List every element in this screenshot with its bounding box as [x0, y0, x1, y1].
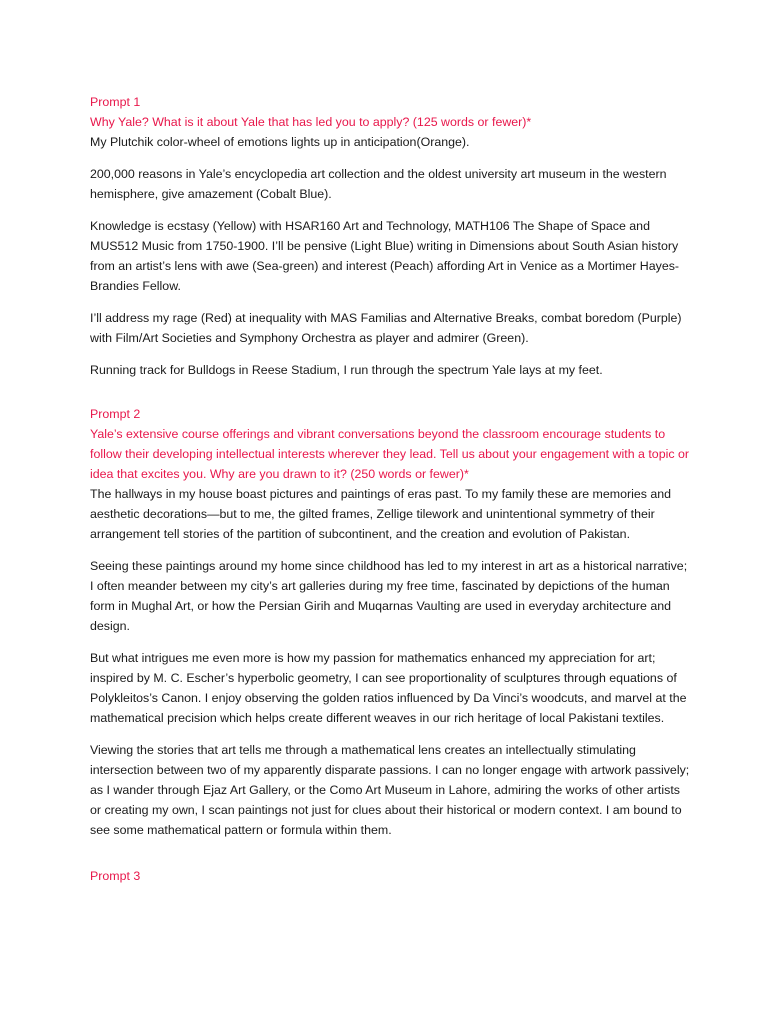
prompt-1-question: Why Yale? What is it about Yale that has led you to apply? (125 words or fewer)*	[90, 115, 532, 129]
prompt-1-title: Prompt 1	[90, 95, 141, 109]
prompt-2-paragraph: Seeing these paintings around my home since childhood has led to my interest in art as a historical narrative; I often meander between my city’s art galleries during my free time, fascinated by depictions of the human form in Mughal Art, or how the Persian Girih and Muqarnas Vaulting are used in everyday architecture and design.	[90, 559, 688, 633]
prompt-2-paragraph: The hallways in my house boast pictures and paintings of eras past. To my family these are memories and aesthetic decorations—but to me, the gilted frames, Zellige tilework and unintentional symmetry of their arrangement tell stories of the partition of subcontinent, and the creation and evolution of Pakistan.	[90, 487, 672, 541]
prompt-1-paragraph: My Plutchik color-wheel of emotions lights up in anticipation(Orange).	[90, 135, 470, 149]
essay-document	[90, 92, 690, 886]
prompt-1-paragraph: Running track for Bulldogs in Reese Stadium, I run through the spectrum Yale lays at my feet.	[90, 363, 603, 377]
prompt-2-paragraph: Viewing the stories that art tells me through a mathematical lens creates an intellectually stimulating intersection between two of my apparently disparate passions. I can no longer engage with artwork passively; as I wander through Ejaz Art Gallery, or the Como Art Museum in Lahore, admiring the works of other artists or creating my own, I scan paintings not just for clues about their historical or modern context. I am bound to see some mathematical pattern or formula within them.	[90, 743, 690, 837]
prompt-1-paragraph: I’ll address my rage (Red) at inequality with MAS Familias and Alternative Breaks, combat boredom (Purple) with Film/Art Societies and Symphony Orchestra as player and admirer (Green).	[90, 311, 682, 345]
prompt-2-paragraph: But what intrigues me even more is how my passion for mathematics enhanced my appreciation for art; inspired by M. C. Escher’s hyperbolic geometry, I can see proportionality of sculptures through equations of Polykleitos’s Canon. I enjoy observing the golden ratios influenced by Da Vinci’s woodcuts, and marvel at the mathematical precision which helps create different weaves in our rich heritage of local Pakistani textiles.	[90, 651, 687, 725]
prompt-2-title: Prompt 2	[90, 407, 141, 421]
prompt-3-section	[90, 866, 690, 886]
prompt-2-section	[90, 404, 690, 840]
prompt-2-question: Yale’s extensive course offerings and vibrant conversations beyond the classroom encourage students to follow their developing intellectual interests wherever they lead. Tell us about your engagement with a topic or idea that excites you. Why are you drawn to it? (250 words or fewer)*	[90, 427, 689, 481]
prompt-1-section	[90, 92, 690, 380]
prompt-1-paragraph: Knowledge is ecstasy (Yellow) with HSAR160 Art and Technology, MATH106 The Shape of Space and MUS512 Music from 1750-1900. I’ll be pensive (Light Blue) writing in Dimensions about South Asian history from an artist’s lens with awe (Sea-green) and interest (Peach) affording Art in Venice as a Mortimer Hayes-Brandies Fellow.	[90, 219, 680, 293]
prompt-1-paragraph: 200,000 reasons in Yale’s encyclopedia art collection and the oldest university art museum in the western hemisphere, give amazement (Cobalt Blue).	[90, 167, 667, 201]
prompt-3-title: Prompt 3	[90, 869, 141, 883]
